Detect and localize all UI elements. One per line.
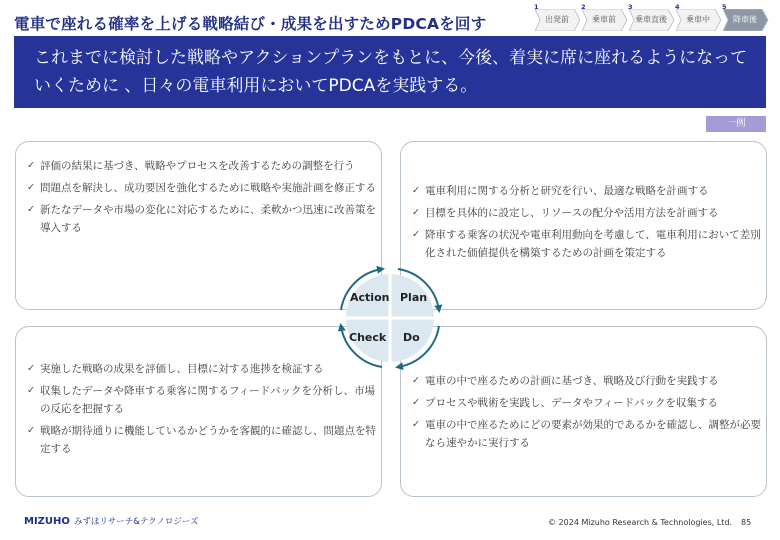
list-item-text: 問題点を解決し、成功要因を強化するために戦略や実施計画を修正する xyxy=(40,182,376,194)
list-item xyxy=(412,372,762,390)
list-item xyxy=(412,394,762,412)
list-item xyxy=(412,204,762,222)
list-item-text: プロセスや戦術を実践し、データやフィードバックを収集する xyxy=(425,397,718,409)
step-label: 乗車前 xyxy=(592,15,616,24)
step-4 xyxy=(675,3,722,31)
page-title: 電車で座れる確率を上げる戦略結び・成果を出すためPDCAを回す xyxy=(14,15,487,33)
plan-list xyxy=(412,182,762,266)
list-item-text: 戦略が期待通りに機能しているかどうかを客観的に確認し、問題点を特定する xyxy=(40,425,376,455)
checkmark-icon: ✓ xyxy=(27,160,35,171)
step-number: 4 xyxy=(675,3,680,11)
step-label: 出発前 xyxy=(545,15,569,24)
checkmark-icon: ✓ xyxy=(412,207,420,218)
list-item-text: 降車する乗客の状況や電車利用動向を考慮して、電車利用において差別化された価値提供を構築するための計画を策定する xyxy=(425,229,761,259)
checkmark-icon: ✓ xyxy=(412,229,420,240)
logo-mark: MIZUHO xyxy=(24,516,70,527)
step-3 xyxy=(628,3,675,31)
step-5 xyxy=(722,3,769,31)
step-number: 3 xyxy=(628,3,633,11)
list-item-text: 電車の中で座るためにどの要素が効果的であるかを確認し、調整が必要なら速やかに実行する xyxy=(425,419,761,449)
step-number: 2 xyxy=(581,3,586,11)
list-item-text: 電車の中で座るための計画に基づき、戦略及び行動を実践する xyxy=(425,375,719,387)
list-item xyxy=(27,382,377,418)
checkmark-icon: ✓ xyxy=(412,419,420,430)
list-item-text: 収集したデータや降車する乗客に関するフィードバックを分析し、市場の反応を把握する xyxy=(40,385,375,415)
do-list xyxy=(412,372,762,456)
list-item xyxy=(412,416,762,452)
banner-text: これまでに検討した戦略やアクションプランをもとに、今後、着実に席に座れるようになっていくために 、日々の電車利用においてPDCAを実践する。 xyxy=(34,48,748,96)
logo-subtitle: みずほリサーチ&テクノロジーズ xyxy=(73,517,199,527)
list-item-text: 新たなデータや市場の変化に対応するために、柔軟かつ迅速に改善策を導入する xyxy=(40,204,376,234)
action-list xyxy=(27,157,377,241)
step-2 xyxy=(581,3,628,31)
list-item xyxy=(27,157,377,175)
list-item xyxy=(27,179,377,197)
step-number: 5 xyxy=(722,3,727,11)
checkmark-icon: ✓ xyxy=(27,385,35,396)
do-label: Do xyxy=(403,331,420,344)
summary-banner xyxy=(14,36,766,108)
checkmark-icon: ✓ xyxy=(27,363,35,374)
page-number: 85 xyxy=(741,518,752,527)
plan-label: Plan xyxy=(400,291,428,304)
list-item xyxy=(412,182,762,200)
pdca-cycle xyxy=(336,264,444,372)
action-label: Action xyxy=(350,291,390,304)
list-item-text: 電車利用に関する分析と研究を行い、最適な戦略を計画する xyxy=(425,185,709,197)
step-number: 1 xyxy=(534,3,539,11)
step-progress xyxy=(534,3,767,31)
company-logo xyxy=(24,515,198,527)
check-list xyxy=(27,360,377,462)
list-item xyxy=(27,360,377,378)
check-box xyxy=(15,326,382,497)
list-item-text: 評価の結果に基づき、戦略やプロセスを改善するための調整を行う xyxy=(40,160,355,172)
example-tag: 一例 xyxy=(706,116,766,132)
list-item-text: 実施した戦略の成果を評価し、目標に対する進捗を検証する xyxy=(40,363,324,375)
action-box xyxy=(15,141,382,310)
checkmark-icon: ✓ xyxy=(27,425,35,436)
checkmark-icon: ✓ xyxy=(27,182,35,193)
plan-box xyxy=(400,141,767,310)
copyright: © 2024 Mizuho Research & Technologies, Ltd. xyxy=(548,518,733,527)
list-item-text: 目標を具体的に設定し、リソースの配分や活用方法を計画する xyxy=(425,207,719,219)
checkmark-icon: ✓ xyxy=(412,185,420,196)
step-1 xyxy=(534,3,581,31)
check-label: Check xyxy=(349,331,387,344)
list-item xyxy=(412,226,762,262)
pdca-cycle-graphic xyxy=(336,264,444,372)
checkmark-icon: ✓ xyxy=(412,375,420,386)
checkmark-icon: ✓ xyxy=(412,397,420,408)
list-item xyxy=(27,422,377,458)
do-box xyxy=(400,326,767,497)
step-label: 降車後 xyxy=(733,15,757,24)
step-label: 乗車直後 xyxy=(635,15,667,24)
list-item xyxy=(27,201,377,237)
checkmark-icon: ✓ xyxy=(27,204,35,215)
step-label: 乗車中 xyxy=(686,15,710,24)
